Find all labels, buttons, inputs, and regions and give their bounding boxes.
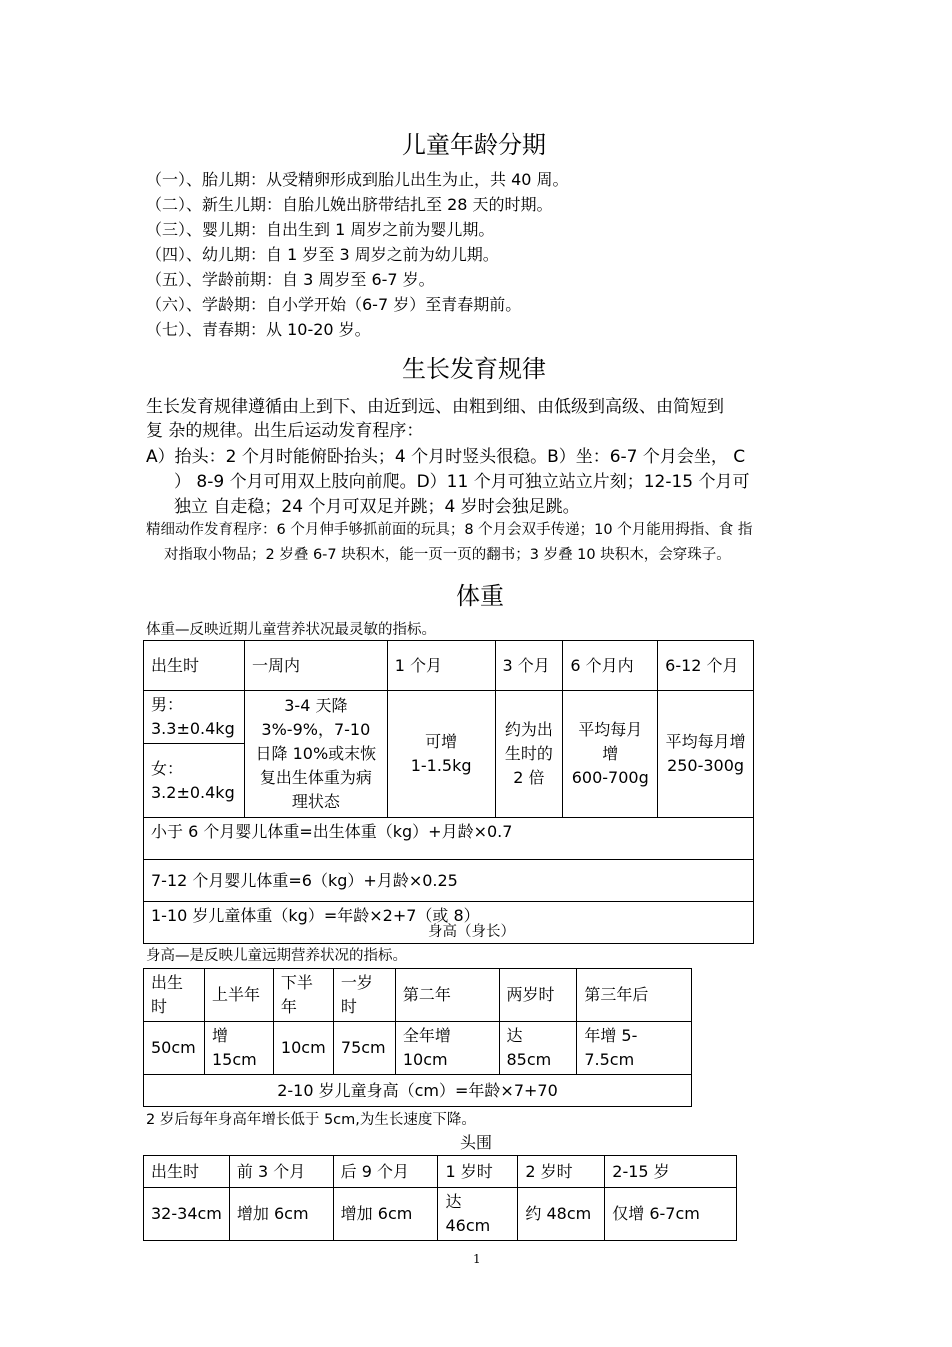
- weight-3month-value: 约为出生时的 2 倍: [495, 691, 563, 818]
- height-value-birth: 50cm: [144, 1022, 205, 1075]
- title-age-periods: 儿童年龄分期: [402, 131, 546, 159]
- weight-6month-label: 平均每月增: [578, 720, 643, 763]
- height-value-second-half: 10cm: [273, 1022, 333, 1075]
- height-table: [143, 968, 692, 1107]
- weight-6-12month-value: 250-300g: [667, 756, 745, 775]
- head-header-birth: 出生时: [144, 1156, 230, 1188]
- weight-formula-1: 小于 6 个月婴儿体重=出生体重（kg）+月龄×0.7: [144, 818, 754, 860]
- period-3: （三）、婴儿期：自出生到 1 周岁之前为婴儿期。: [146, 220, 495, 239]
- period-6: （六）、学龄期：自小学开始（6-7 岁）至青春期前。: [146, 295, 522, 314]
- weight-female: 女：3.2±0.4kg: [144, 744, 245, 818]
- head-value-2years: 约 48cm: [518, 1188, 605, 1241]
- page-number: 1: [473, 1252, 481, 1266]
- head-value-1year: 达 46cm: [438, 1188, 518, 1241]
- weight-table: [143, 640, 754, 944]
- height-value-1year: 75cm: [333, 1022, 395, 1075]
- weight-header-3month: 3 个月: [495, 641, 563, 691]
- period-7: （七）、青春期：从 10-20 岁。: [146, 320, 371, 339]
- height-header-first-half: 上半年: [204, 969, 273, 1022]
- head-table: [143, 1155, 737, 1241]
- period-2: （二）、新生儿期：自胎儿娩出脐带结扎至 28 天的时期。: [146, 195, 553, 214]
- weight-1month-label: 可增: [425, 732, 458, 751]
- weight-header-birth: 出生时: [144, 641, 245, 691]
- height-value-row: [144, 1022, 692, 1075]
- head-header-1year: 1 岁时: [438, 1156, 518, 1188]
- weight-6-12month-label: 平均每月增: [665, 732, 746, 751]
- weight-header-6-12month: 6-12 个月: [658, 641, 754, 691]
- height-value-first-half: 增 15cm: [204, 1022, 273, 1075]
- weight-intro: 体重—反映近期儿童营养状况最灵敏的指标。: [146, 622, 436, 638]
- head-value-row: [144, 1188, 737, 1241]
- height-header-2years: 两岁时: [499, 969, 577, 1022]
- head-header-last-9: 后 9 个月: [333, 1156, 438, 1188]
- weight-formula-2: 7-12 个月婴儿体重=6（kg）+月龄×0.25: [144, 860, 754, 902]
- height-value-2years: 达 85cm: [499, 1022, 577, 1075]
- height-intro: 身高—是反映儿童远期营养状况的指标。: [146, 948, 407, 964]
- height-header-second-half: 下半年: [273, 969, 333, 1022]
- head-value-birth: 32-34cm: [144, 1188, 230, 1241]
- weight-formula-3: 1-10 岁儿童体重（kg）=年龄×2+7（或 8）: [144, 902, 754, 944]
- fine-motor-line-1: 精细动作发育程序：6 个月伸手够抓前面的玩具；8 个月会双手传递；10 个月能用拇指、食 指: [146, 522, 753, 538]
- height-header-2nd-year: 第二年: [395, 969, 499, 1022]
- head-value-2-15: 仅增 6-7cm: [605, 1188, 737, 1241]
- period-5: （五）、学龄前期：自 3 周岁至 6-7 岁。: [146, 270, 435, 289]
- head-value-last-9: 增加 6cm: [333, 1188, 438, 1241]
- weight-header-6month: 6 个月内: [563, 641, 658, 691]
- height-note: 2 岁后每年身高年增长低于 5cm,为生长速度下降。: [146, 1112, 476, 1128]
- weight-6-12month-cell: [658, 691, 754, 818]
- motor-line-2: ） 8-9 个月可用双上肢向前爬。D）11 个月可独立站立片刻；12-15 个月可: [174, 472, 750, 492]
- weight-6month-cell: [563, 691, 658, 818]
- height-header-1year: 一岁时: [333, 969, 395, 1022]
- head-value-first-3: 增加 6cm: [229, 1188, 333, 1241]
- weight-1month-cell: [387, 691, 495, 818]
- growth-line-2: 复 杂的规律。出生后运动发育程序：: [146, 421, 424, 441]
- head-title: 头围: [460, 1133, 493, 1152]
- head-header-2years: 2 岁时: [518, 1156, 605, 1188]
- weight-header-row: [144, 641, 754, 691]
- weight-header-week: 一周内: [244, 641, 387, 691]
- height-title: 身高（身长）: [428, 924, 515, 940]
- height-formula-row: [144, 1075, 692, 1107]
- fine-motor-line-2: 对指取小物品；2 岁叠 6-7 块积木，能一页一页的翻书；3 岁叠 10 块积木，会穿珠子。: [164, 547, 731, 563]
- height-value-after-3rd: 年增 5-7.5cm: [577, 1022, 692, 1075]
- weight-1month-value: 1-1.5kg: [410, 756, 472, 775]
- weight-header-1month: 1 个月: [387, 641, 495, 691]
- motor-line-3: 独立 自走稳；24 个月可双足并跳；4 岁时会独足跳。: [174, 497, 580, 517]
- head-header-row: [144, 1156, 737, 1188]
- weight-formula-row-2: [144, 860, 754, 902]
- height-header-after-3rd: 第三年后: [577, 969, 692, 1022]
- height-formula: 2-10 岁儿童身高（cm）=年龄×7+70: [144, 1075, 692, 1107]
- weight-male: 男：3.3±0.4kg: [144, 691, 245, 744]
- motor-line-1: A）抬头：2 个月时能俯卧抬头；4 个月时竖头很稳。B）坐：6-7 个月会坐， C: [146, 447, 746, 467]
- period-4: （四）、幼儿期：自 1 岁至 3 周岁之前为幼儿期。: [146, 245, 499, 264]
- weight-formula-row-1: [144, 818, 754, 860]
- height-header-row: [144, 969, 692, 1022]
- head-header-first-3: 前 3 个月: [229, 1156, 333, 1188]
- period-1: （一）、胎儿期：从受精卵形成到胎儿出生为止，共 40 周。: [146, 170, 569, 189]
- weight-male-row: [144, 691, 754, 744]
- title-weight: 体重: [456, 582, 504, 610]
- weight-6month-value: 600-700g: [571, 768, 649, 787]
- title-growth-rules: 生长发育规律: [402, 355, 546, 383]
- height-value-2nd-year: 全年增 10cm: [395, 1022, 499, 1075]
- weight-week-value: 3-4 天降 3%-9%，7-10 日降 10%或末恢复出生体重为病理状态: [244, 691, 387, 818]
- head-header-2-15: 2-15 岁: [605, 1156, 737, 1188]
- height-header-birth: 出生时: [144, 969, 205, 1022]
- growth-line-1: 生长发育规律遵循由上到下、由近到远、由粗到细、由低级到高级、由简短到: [146, 397, 724, 417]
